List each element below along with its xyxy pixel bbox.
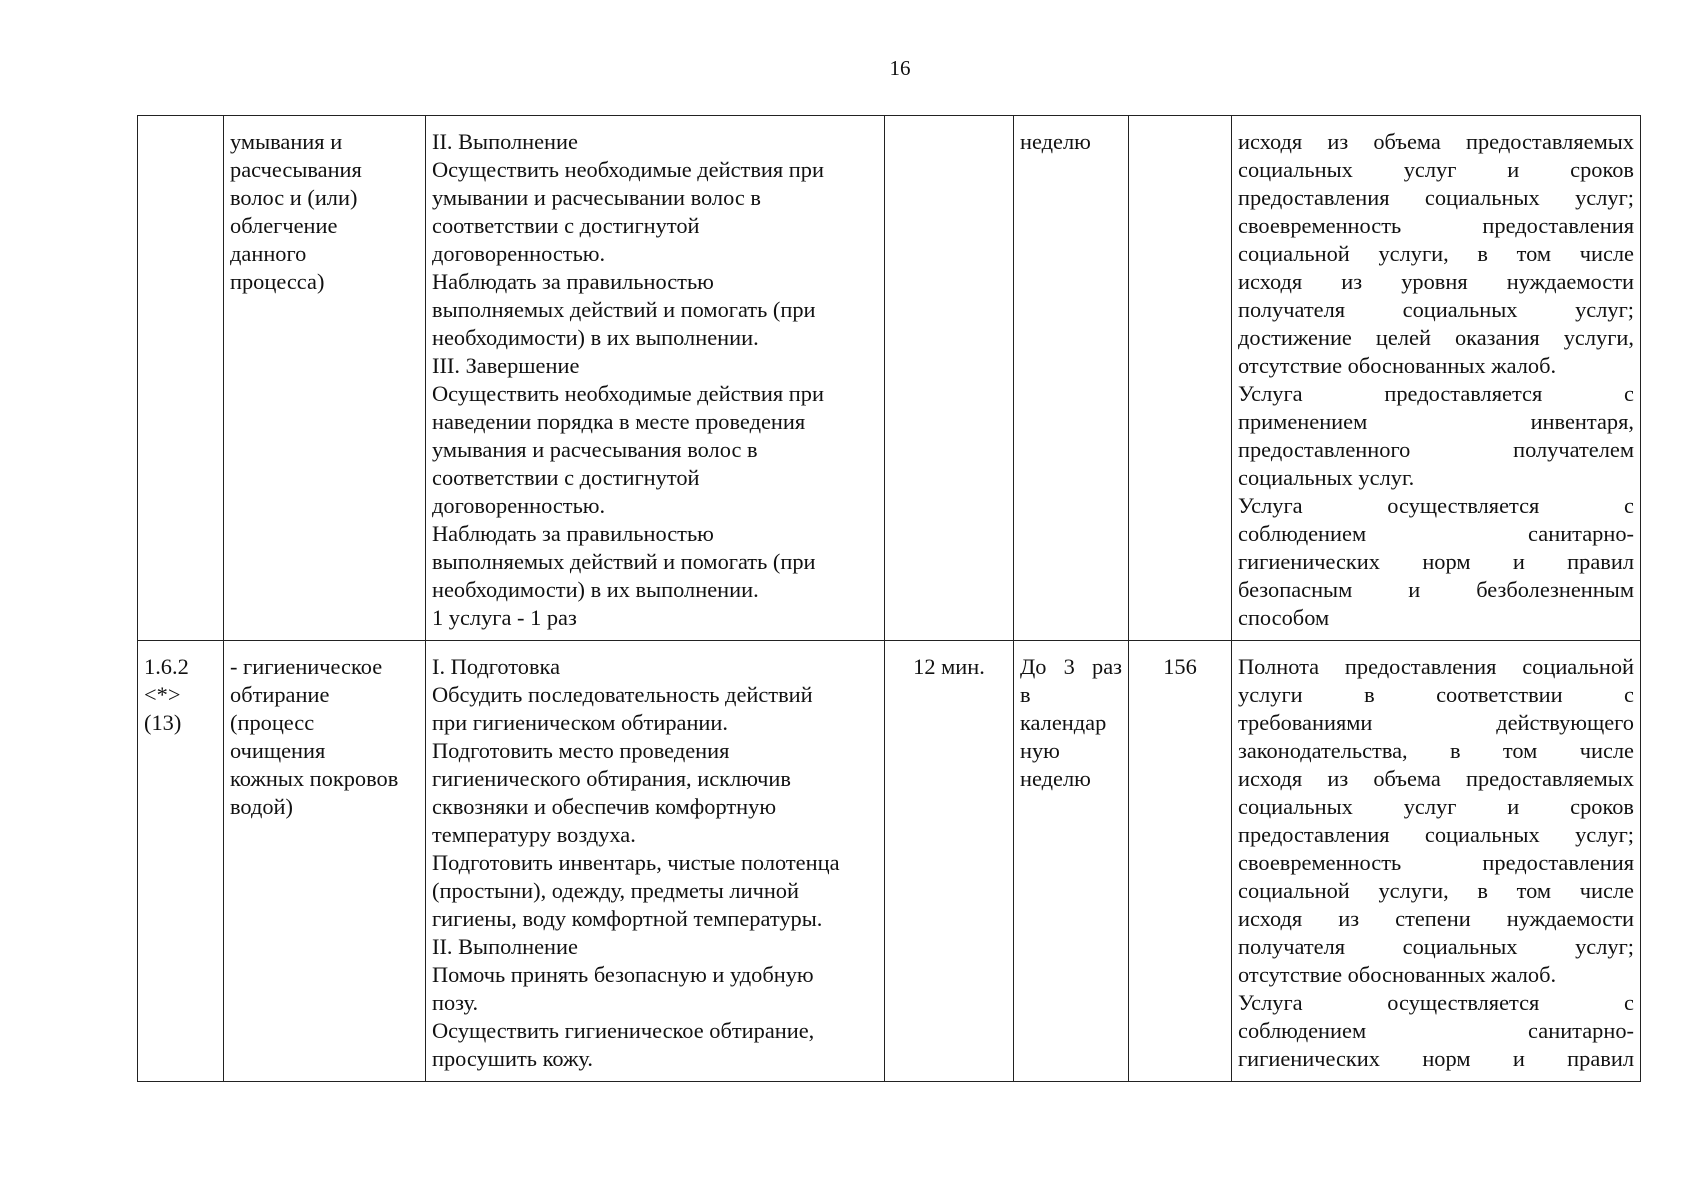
service-name-line: волос и (или) bbox=[230, 185, 358, 210]
criteria-line: отсутствие обоснованных жалоб. bbox=[1238, 962, 1557, 987]
service-name-line: обтирание bbox=[230, 682, 330, 707]
criteria-line: социальной услуги, в том числе bbox=[1238, 878, 1634, 903]
procedure-cell bbox=[426, 116, 885, 641]
procedure-line: соответствии с достигнутой bbox=[432, 213, 700, 238]
criteria-line: отсутствие обоснованных жалоб. bbox=[1238, 353, 1557, 378]
procedure-line: необходимости) в их выполнении. bbox=[432, 325, 759, 350]
criteria-line: соблюдением санитарно- bbox=[1238, 521, 1634, 546]
procedure-line: позу. bbox=[432, 990, 479, 1015]
procedure-line: II. Выполнение bbox=[432, 934, 578, 959]
service-number-cell bbox=[138, 641, 224, 1082]
criteria-line: социальных услуг и сроков bbox=[1238, 794, 1634, 819]
service-name-cell bbox=[224, 116, 426, 641]
frequency-line: календар bbox=[1020, 710, 1107, 735]
criteria-line: Полнота предоставления социальной bbox=[1238, 654, 1634, 679]
procedure-line: при гигиеническом обтирании. bbox=[432, 710, 728, 735]
procedure-line: Обсудить последовательность действий bbox=[432, 682, 813, 707]
procedure-line: выполняемых действий и помогать (при bbox=[432, 297, 816, 322]
criteria-line: социальной услуги, в том числе bbox=[1238, 241, 1634, 266]
service-number-line: <*> bbox=[144, 682, 181, 707]
criteria-line: получателя социальных услуг; bbox=[1238, 297, 1634, 322]
criteria-line: Услуга осуществляется с bbox=[1238, 493, 1634, 518]
service-name-line: расчесывания bbox=[230, 157, 362, 182]
procedure-line: наведении порядка в месте проведения bbox=[432, 409, 806, 434]
criteria-line: Услуга предоставляется с bbox=[1238, 381, 1634, 406]
criteria-line: услуги в соответствии с bbox=[1238, 682, 1634, 707]
procedure-line: Осуществить гигиеническое обтирание, bbox=[432, 1018, 815, 1043]
service-name-line: умывания и bbox=[230, 129, 343, 154]
criteria-line: получателя социальных услуг; bbox=[1238, 934, 1634, 959]
procedure-line: договоренностью. bbox=[432, 493, 606, 518]
time-norm-cell bbox=[885, 641, 1014, 1082]
table-body bbox=[138, 116, 1641, 1082]
procedure-line: просушить кожу. bbox=[432, 1046, 593, 1071]
criteria-line: своевременность предоставления bbox=[1238, 213, 1634, 238]
procedure-line: сквозняки и обеспечив комфортную bbox=[432, 794, 777, 819]
price-cell bbox=[1129, 116, 1232, 641]
criteria-line: социальных услуг и сроков bbox=[1238, 157, 1634, 182]
services-table bbox=[137, 115, 1641, 1082]
time-norm-value: 12 мин. bbox=[913, 654, 985, 679]
criteria-line: Услуга осуществляется с bbox=[1238, 990, 1634, 1015]
criteria-line: предоставления социальных услуг; bbox=[1238, 822, 1634, 847]
criteria-line: исходя из уровня нуждаемости bbox=[1238, 269, 1634, 294]
procedure-line: Помочь принять безопасную и удобную bbox=[432, 962, 814, 987]
criteria-line: исходя из степени нуждаемости bbox=[1238, 906, 1634, 931]
service-number-line: 1.6.2 bbox=[144, 654, 189, 679]
criteria-line: законодательства, в том числе bbox=[1238, 738, 1634, 763]
frequency-cell bbox=[1014, 116, 1129, 641]
procedure-cell bbox=[426, 641, 885, 1082]
criteria-line: безопасным и безболезненным bbox=[1238, 577, 1634, 602]
table-row bbox=[138, 641, 1641, 1082]
procedure-line: Наблюдать за правильностью bbox=[432, 269, 714, 294]
service-name-cell bbox=[224, 641, 426, 1082]
procedure-line: (простыни), одежду, предметы личной bbox=[432, 878, 799, 903]
criteria-line: гигиенических норм и правил bbox=[1238, 549, 1634, 574]
criteria-line: соблюдением санитарно- bbox=[1238, 1018, 1634, 1043]
frequency-line: неделю bbox=[1020, 766, 1091, 791]
frequency-line: неделю bbox=[1020, 129, 1091, 154]
frequency-cell bbox=[1014, 641, 1129, 1082]
procedure-line: Подготовить место проведения bbox=[432, 738, 730, 763]
price-cell bbox=[1129, 641, 1232, 1082]
page-number: 16 bbox=[889, 56, 911, 80]
criteria-line: способом bbox=[1238, 605, 1330, 630]
procedure-line: необходимости) в их выполнении. bbox=[432, 577, 759, 602]
service-name-line: (процесс bbox=[230, 710, 315, 735]
procedure-line: Наблюдать за правильностью bbox=[432, 521, 714, 546]
criteria-line: достижение целей оказания услуги, bbox=[1238, 325, 1634, 350]
service-number-cell bbox=[138, 116, 224, 641]
procedure-line: умывании и расчесывании волос в bbox=[432, 185, 761, 210]
procedure-line: гигиены, воду комфортной температуры. bbox=[432, 906, 823, 931]
price-value: 156 bbox=[1163, 654, 1197, 679]
criteria-line: социальных услуг. bbox=[1238, 465, 1415, 490]
service-number-line: (13) bbox=[144, 710, 182, 735]
service-name-line: данного bbox=[230, 241, 307, 266]
criteria-line: предоставленного получателем bbox=[1238, 437, 1634, 462]
service-name-line: - гигиеническое bbox=[230, 654, 383, 679]
table-row bbox=[138, 116, 1641, 641]
service-name-line: процесса) bbox=[230, 269, 325, 294]
criteria-line: требованиями действующего bbox=[1238, 710, 1634, 735]
service-name-line: кожных покровов bbox=[230, 766, 399, 791]
procedure-line: Осуществить необходимые действия при bbox=[432, 381, 824, 406]
criteria-line: своевременность предоставления bbox=[1238, 850, 1634, 875]
procedure-line: 1 услуга - 1 раз bbox=[432, 605, 577, 630]
quality-criteria-cell bbox=[1232, 116, 1641, 641]
criteria-line: исходя из объема предоставляемых bbox=[1238, 766, 1634, 791]
procedure-line: температуру воздуха. bbox=[432, 822, 636, 847]
procedure-line: Подготовить инвентарь, чистые полотенца bbox=[432, 850, 840, 875]
quality-criteria-cell bbox=[1232, 641, 1641, 1082]
procedure-line: умывания и расчесывания волос в bbox=[432, 437, 758, 462]
service-name-line: облегчение bbox=[230, 213, 338, 238]
procedure-line: II. Выполнение bbox=[432, 129, 578, 154]
criteria-line: предоставления социальных услуг; bbox=[1238, 185, 1634, 210]
procedure-line: гигиенического обтирания, исключив bbox=[432, 766, 791, 791]
procedure-line: III. Завершение bbox=[432, 353, 580, 378]
frequency-line: До 3 раз bbox=[1020, 654, 1122, 679]
service-name-line: очищения bbox=[230, 738, 326, 763]
procedure-line: соответствии с достигнутой bbox=[432, 465, 700, 490]
procedure-line: I. Подготовка bbox=[432, 654, 561, 679]
criteria-line: исходя из объема предоставляемых bbox=[1238, 129, 1634, 154]
frequency-line: в bbox=[1020, 682, 1031, 707]
criteria-line: гигиенических норм и правил bbox=[1238, 1046, 1634, 1071]
time-norm-cell bbox=[885, 116, 1014, 641]
criteria-line: применением инвентаря, bbox=[1238, 409, 1634, 434]
procedure-line: выполняемых действий и помогать (при bbox=[432, 549, 816, 574]
frequency-line: ную bbox=[1020, 738, 1060, 763]
procedure-line: договоренностью. bbox=[432, 241, 606, 266]
procedure-line: Осуществить необходимые действия при bbox=[432, 157, 824, 182]
service-name-line: водой) bbox=[230, 794, 293, 819]
